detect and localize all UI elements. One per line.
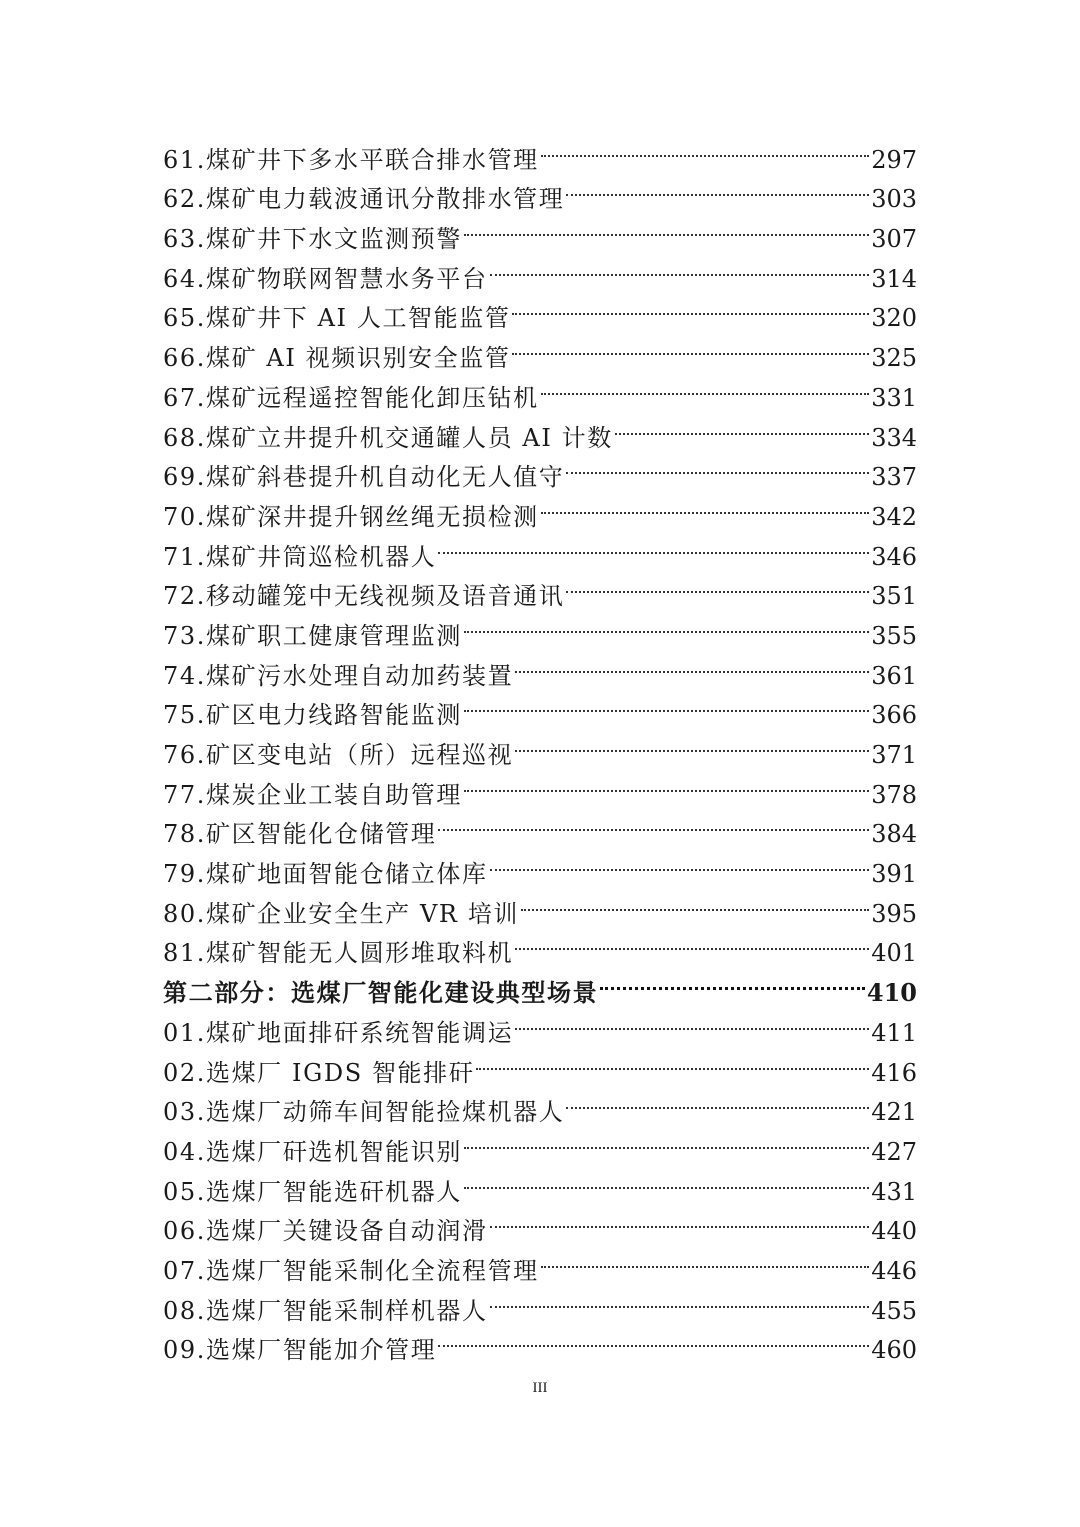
- toc-entry-61[interactable]: [163, 128, 917, 174]
- toc-entry-title: 65.煤矿井下 AI 人工智能监管: [163, 304, 511, 333]
- dot-leader: [566, 565, 869, 605]
- toc-entry-title: 03.选煤厂动筛车间智能捡煤机器人: [163, 1098, 565, 1127]
- toc-entry-page: 361: [871, 661, 917, 690]
- toc-entry-title: 64.煤矿物联网智慧水务平台: [163, 264, 488, 293]
- toc-entry-page: 320: [871, 304, 917, 333]
- toc-entry-page: 325: [871, 344, 917, 373]
- toc-entry-title: 61.煤矿井下多水平联合排水管理: [163, 145, 539, 174]
- toc-entry-page: 384: [871, 820, 917, 849]
- toc-entry-page: 460: [871, 1336, 917, 1365]
- toc-entry-page: 307: [871, 225, 917, 254]
- toc-entry-title: 02.选煤厂 IGDS 智能排矸: [163, 1058, 475, 1087]
- dot-leader: [600, 961, 865, 1001]
- dot-leader: [476, 1041, 869, 1081]
- toc-entry-page: 411: [871, 1018, 917, 1047]
- toc-entry-page: 337: [871, 463, 917, 492]
- toc-entry-page: 427: [871, 1137, 917, 1166]
- dot-leader: [464, 1120, 869, 1160]
- dot-leader: [541, 128, 869, 168]
- toc-entry-title: 62.煤矿电力载波通讯分散排水管理: [163, 185, 565, 214]
- toc-entry-page: 391: [871, 860, 917, 889]
- toc-entry-page: 303: [871, 185, 917, 214]
- dot-leader: [541, 1239, 869, 1279]
- toc-entry-title: 04.选煤厂矸选机智能识别: [163, 1137, 462, 1166]
- dot-leader: [464, 207, 869, 247]
- toc-entry-title: 63.煤矿井下水文监测预警: [163, 225, 462, 254]
- toc-entry-page: 371: [871, 741, 917, 769]
- toc-entry-title: 01.煤矿地面排矸系统智能调运: [163, 1018, 514, 1047]
- dot-leader: [490, 842, 870, 882]
- dot-leader: [490, 1279, 870, 1319]
- dot-leader: [521, 882, 869, 922]
- toc-entry-title: 71.煤矿井筒巡检机器人: [163, 542, 437, 571]
- toc-section-page: 410: [866, 978, 917, 1008]
- toc-entry-title: 66.煤矿 AI 视频识别安全监管: [163, 344, 511, 373]
- toc-entry-title: 72.移动罐笼中无线视频及语音通讯: [163, 582, 565, 611]
- toc-entry-title: 70.煤矿深井提升钢丝绳无损检测: [163, 502, 539, 531]
- toc-entry-page: 395: [871, 899, 917, 928]
- toc-entry-title: 08.选煤厂智能采制样机器人: [163, 1296, 488, 1325]
- toc-entry-page: 346: [871, 542, 917, 571]
- toc-entry-title: 09.选煤厂智能加介管理: [163, 1336, 437, 1365]
- toc-entry-title: 73.煤矿职工健康管理监测: [163, 621, 462, 650]
- toc-entry-page: 351: [871, 582, 917, 611]
- dot-leader: [464, 684, 869, 724]
- dot-leader: [464, 763, 869, 803]
- dot-leader: [490, 247, 870, 287]
- dot-leader: [438, 803, 869, 843]
- toc-entry-title: 06.选煤厂关键设备自动润滑: [163, 1217, 488, 1246]
- dot-leader: [515, 644, 869, 684]
- dot-leader: [566, 168, 869, 208]
- toc-entry-title: 76.矿区变电站（所）远程巡视: [163, 741, 514, 769]
- page-number-footer: III: [532, 1380, 548, 1396]
- toc-entry-title: 05.选煤厂智能选矸机器人: [163, 1177, 462, 1206]
- toc-entry-page: 314: [871, 264, 917, 293]
- toc-entry-title: 77.煤炭企业工装自助管理: [163, 780, 462, 809]
- dot-leader: [515, 922, 869, 962]
- toc-entry-page: 440: [871, 1217, 917, 1246]
- toc-entry-page: 297: [871, 145, 917, 174]
- toc-entry-title: 78.矿区智能化仓储管理: [163, 820, 437, 849]
- dot-leader: [541, 366, 869, 406]
- toc-entry-page: 378: [871, 780, 917, 809]
- toc-entry-page: 416: [871, 1058, 917, 1087]
- dot-leader: [541, 485, 869, 525]
- toc-entry-page: 401: [871, 939, 917, 968]
- toc-entry-title: 68.煤矿立井提升机交通罐人员 AI 计数: [163, 423, 613, 452]
- dot-leader: [490, 1200, 870, 1240]
- toc-entry-page: 342: [871, 502, 917, 531]
- toc-entry-page: 446: [871, 1256, 917, 1285]
- dot-leader: [515, 723, 869, 763]
- dot-leader: [438, 525, 869, 565]
- toc-entry-page: 334: [871, 423, 917, 452]
- dot-leader: [515, 1001, 869, 1041]
- toc-section-title: 第二部分：选煤厂智能化建设典型场景: [163, 978, 599, 1008]
- dot-leader: [566, 1081, 869, 1121]
- dot-leader: [438, 1319, 869, 1359]
- toc-entry-page: 455: [871, 1296, 917, 1325]
- toc-entry-page: 421: [871, 1098, 917, 1127]
- dot-leader: [464, 1160, 869, 1200]
- toc-entry-title: 74.煤矿污水处理自动加药装置: [163, 661, 514, 690]
- toc-entry-title: 67.煤矿远程遥控智能化卸压钻机: [163, 383, 539, 412]
- toc-entry-title: 07.选煤厂智能采制化全流程管理: [163, 1256, 539, 1285]
- dot-leader: [512, 326, 869, 366]
- dot-leader: [512, 287, 869, 327]
- toc-entry-title: 79.煤矿地面智能仓储立体库: [163, 860, 488, 889]
- dot-leader: [566, 446, 869, 486]
- toc-entry-page: 331: [871, 383, 917, 412]
- table-of-contents: [163, 128, 917, 1365]
- toc-entry-title: 69.煤矿斜巷提升机自动化无人值守: [163, 463, 565, 492]
- toc-entry-page: 355: [871, 621, 917, 650]
- toc-entry-title: 80.煤矿企业安全生产 VR 培训: [163, 899, 520, 928]
- toc-entry-title: 81.煤矿智能无人圆形堆取料机: [163, 939, 514, 968]
- toc-entry-title: 75.矿区电力线路智能监测: [163, 701, 462, 730]
- toc-entry-page: 431: [871, 1177, 917, 1206]
- dot-leader: [615, 406, 869, 446]
- dot-leader: [464, 604, 869, 644]
- toc-entry-page: 366: [871, 701, 917, 730]
